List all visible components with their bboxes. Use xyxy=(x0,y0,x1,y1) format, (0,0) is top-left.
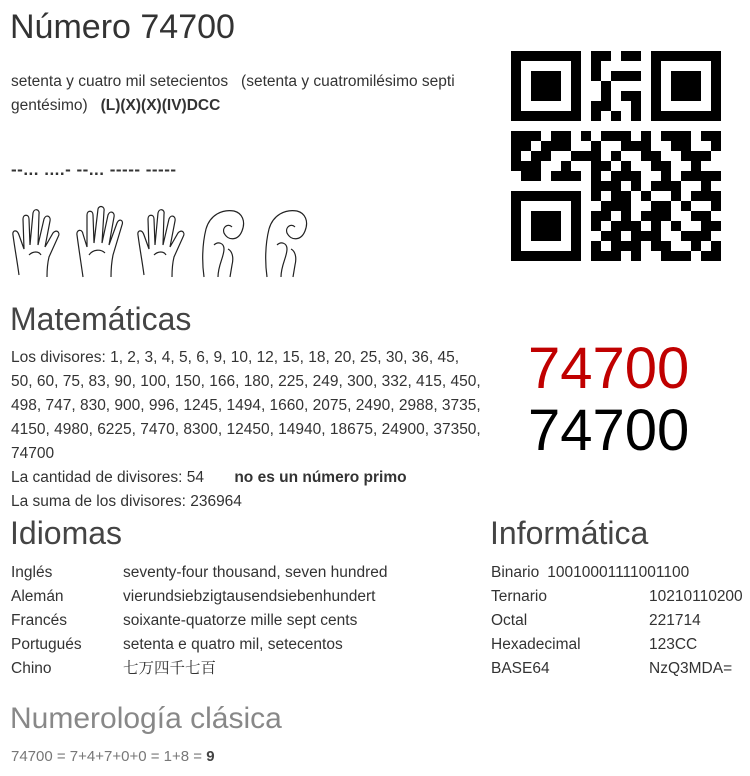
computing-table xyxy=(491,561,743,681)
languages-heading: Idiomas xyxy=(10,515,123,551)
table-row xyxy=(491,609,743,633)
numerology-heading: Numerología clásica xyxy=(10,702,282,735)
table-row xyxy=(491,585,743,609)
big-number-red: 74700 xyxy=(528,336,690,401)
numerology-result: 9 xyxy=(206,748,215,765)
big-number-black: 74700 xyxy=(528,398,690,463)
divisors-line xyxy=(11,346,481,466)
language-name: Alemán xyxy=(11,588,64,605)
base-value: 123CC xyxy=(649,636,698,653)
language-name: Portugués xyxy=(11,636,82,653)
numerology-line xyxy=(11,748,215,765)
base-value: NzQ3MDA= xyxy=(649,660,733,677)
base-label: Hexadecimal xyxy=(491,636,581,653)
computing-heading: Informática xyxy=(490,515,649,551)
base-label: Ternario xyxy=(491,588,547,605)
divisor-count: 54 xyxy=(186,469,205,486)
table-row xyxy=(491,633,743,657)
table-row xyxy=(11,657,388,681)
prime-note: no es un número primo xyxy=(234,469,407,486)
spanish-words: setenta y cuatro mil setecientos xyxy=(11,73,229,90)
table-row xyxy=(11,609,388,633)
language-value: soixante-quatorze mille sept cents xyxy=(123,612,358,629)
divisor-sum-line xyxy=(11,490,481,514)
language-value: setenta e quatro mil, setecentos xyxy=(123,636,343,653)
language-value: vierundsiebzigtausendsiebenhundert xyxy=(123,588,376,605)
table-row xyxy=(11,585,388,609)
binary-value: 10010001111001100 xyxy=(547,564,690,581)
base-value: 221714 xyxy=(649,612,701,629)
qr-code xyxy=(511,51,721,261)
language-name: Inglés xyxy=(11,564,53,581)
language-value: 七万四千七百 xyxy=(123,660,217,677)
divisor-sum-label: La suma de los divisores: xyxy=(11,493,186,510)
divisors-label: Los divisores: xyxy=(11,349,106,366)
table-row xyxy=(491,657,743,681)
morse-code: --... ....- --... ----- ----- xyxy=(11,160,177,179)
hand-signs xyxy=(11,205,319,281)
math-section xyxy=(11,346,481,514)
divisor-sum: 236964 xyxy=(190,493,242,510)
binary-label: Binario xyxy=(491,564,540,581)
table-row xyxy=(11,561,388,585)
divisor-count-label: La cantidad de divisores: xyxy=(11,469,183,486)
table-row xyxy=(491,561,743,585)
math-heading: Matemáticas xyxy=(10,301,192,337)
language-value: seventy-four thousand, seven hundred xyxy=(123,564,388,581)
language-name: Chino xyxy=(11,660,52,677)
divisors-list: 1, 2, 3, 4, 5, 6, 9, 10, 12, 15, 18, 20, 25, 30, 36, 45, 50, 60, 75, 83, 90, 100, 150, 166, 180, 225, 249, 300, 332, 415, 450, 498, 747, 830, 900, 996, 1245, 1494, 1660, 2075, 2490, 2988, 3735, 4150, 4980, 6225, 7470, 8300, 12450, 14940, 18675, 24900, 37350, 74700 xyxy=(11,349,481,462)
divisor-count-line xyxy=(11,466,481,490)
number-words xyxy=(11,70,481,118)
base-label: Octal xyxy=(491,612,528,629)
table-row xyxy=(11,633,388,657)
base-label: BASE64 xyxy=(491,660,550,677)
four-fingers-icon xyxy=(73,205,125,279)
roman-numeral: (L)(X)(X)(IV)DCC xyxy=(100,97,221,114)
page-title: Número 74700 xyxy=(10,8,235,46)
seven-fingers-icon xyxy=(11,205,63,279)
numerology-expression: 74700 = 7+4+7+0+0 = 1+8 = xyxy=(11,748,203,765)
languages-table xyxy=(11,561,388,681)
ordinal-words: (setenta y cuatromilésimo septi gentésimo) xyxy=(11,73,455,114)
base-value: 10210110200 xyxy=(649,588,743,605)
seven-fingers-icon xyxy=(136,205,188,279)
language-name: Francés xyxy=(11,612,67,629)
zero-fist-icon xyxy=(261,205,313,279)
zero-fist-icon xyxy=(198,205,250,279)
